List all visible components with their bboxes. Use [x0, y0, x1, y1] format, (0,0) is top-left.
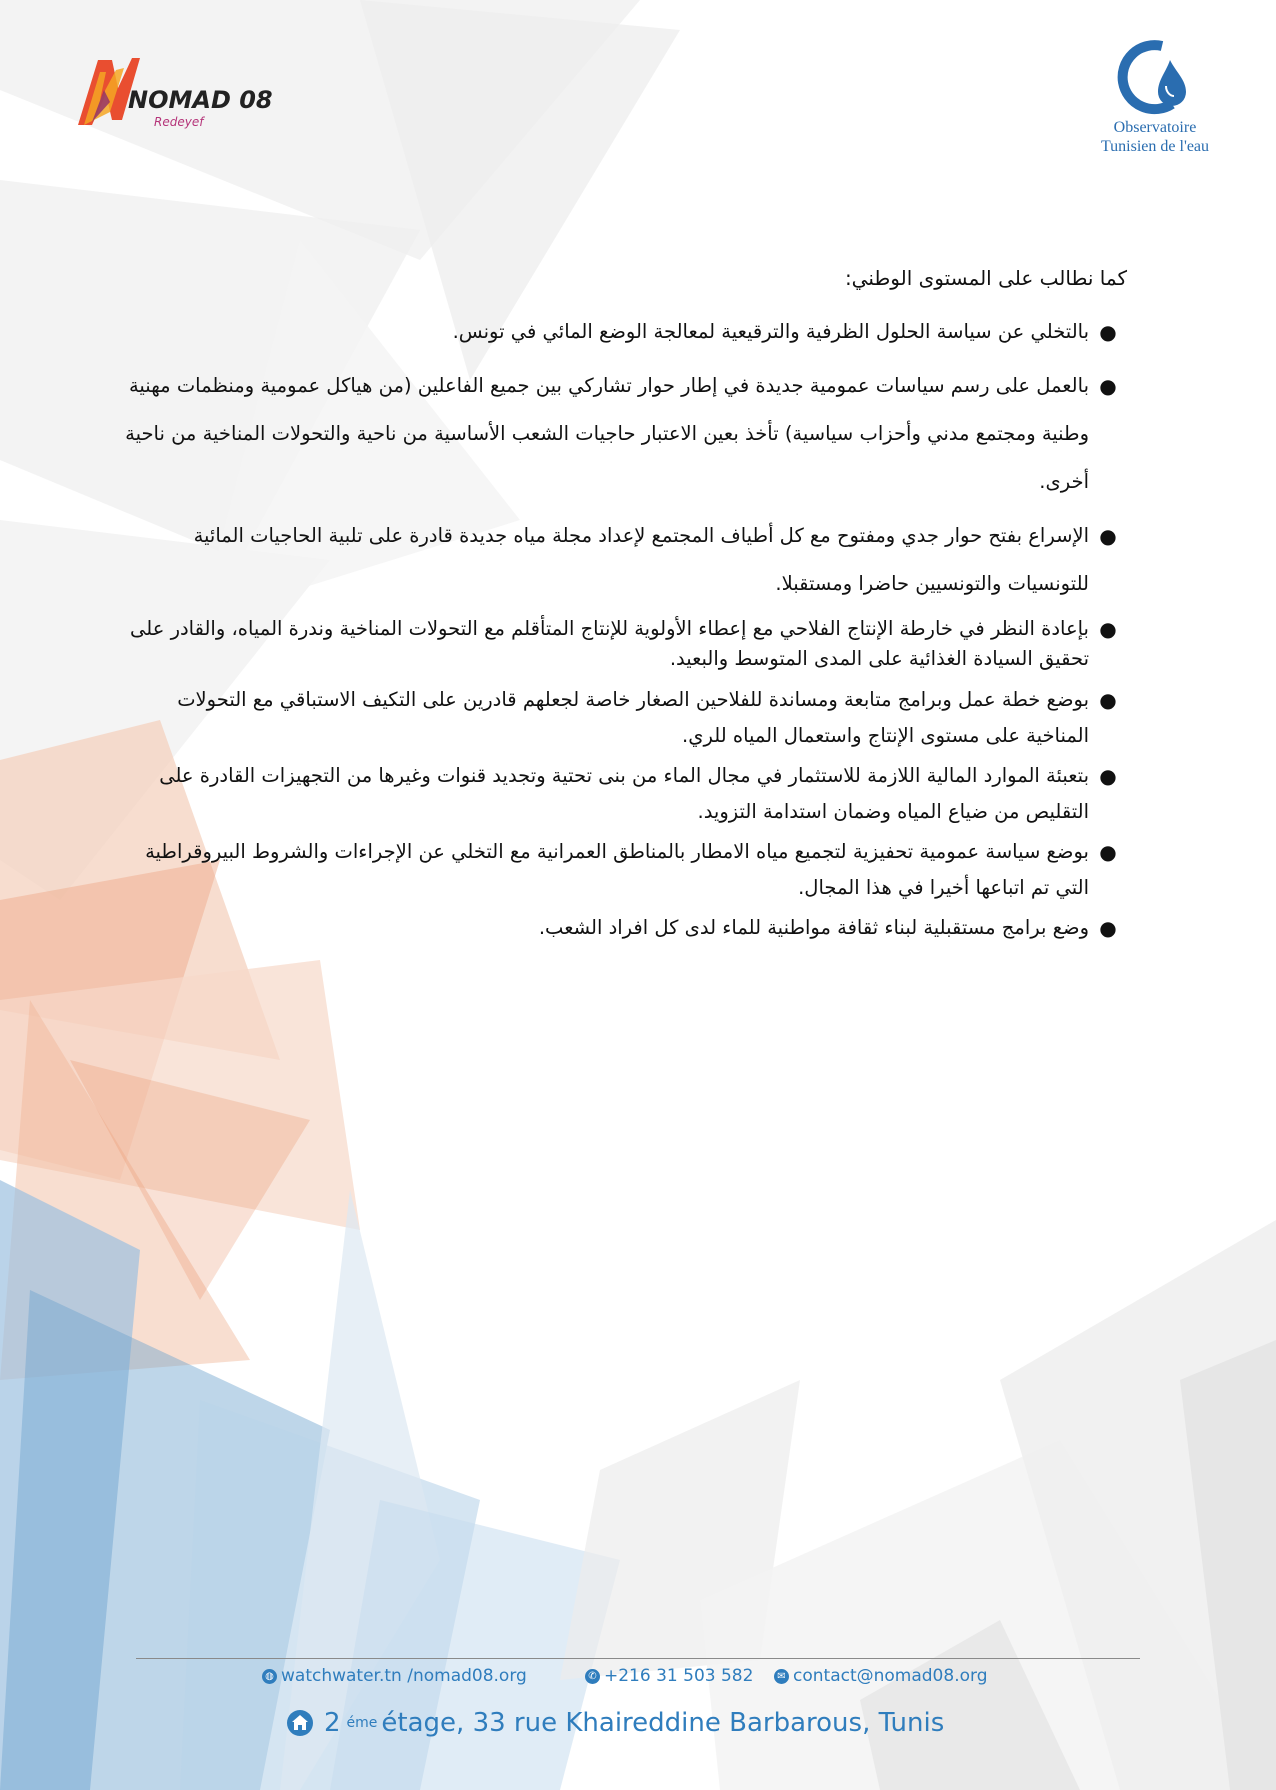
footer-phone-text[interactable]: +216 31 503 582 [604, 1666, 754, 1686]
list-item-text: بإعادة النظر في خارطة الإنتاج الفلاحي مع إعطاء الأولوية للإنتاج المتأقلم مع التحولات المناخية وندرة المياه، والقادر على تحقيق السيادة الغذائية على المدى المتوسط والبعيد. [130, 617, 1089, 670]
nomad08-logo-sub: Redeyef [154, 115, 204, 129]
list-item-text: بالعمل على رسم سياسات عمومية جديدة في إطار حوار تشاركي بين جميع الفاعلين (من هياكل عمومية ومنظمات مهنية وطنية ومجتمع مدني وأحزاب سياسية) تأخذ بعين الاعتبار حاجيات الشعب الأساسية من ناحية والتحولات المناخية من ناحية أخرى. [125, 374, 1089, 493]
address-text: étage, 33 rue Khaireddine Barbarous, Tunis [381, 1708, 945, 1738]
bullet-icon: ● [1099, 320, 1117, 344]
list-item [120, 308, 1127, 356]
footer-phone[interactable] [585, 1666, 753, 1686]
email-icon: ✉ [774, 1669, 789, 1684]
bullet-icon: ● [1099, 524, 1117, 548]
footer-email-text[interactable]: contact@nomad08.org [793, 1666, 988, 1686]
bullet-icon: ● [1099, 916, 1117, 940]
main-content [120, 258, 1127, 950]
list-item [120, 682, 1127, 754]
list-item-text: بتعبئة الموارد المالية اللازمة للاستثمار في مجال الماء من بنى تحتية وتجديد قنوات وغيرها من التجهيزات القادرة على التقليص من ضياع المياه وضمان استدامة التزويد. [159, 764, 1089, 823]
list-item [120, 910, 1127, 946]
list-item [120, 834, 1127, 906]
footer-website[interactable] [262, 1666, 527, 1686]
list-item [120, 512, 1127, 608]
observatoire-line2: Tunisien de l'eau [1100, 138, 1210, 155]
intro-heading: كما نطالب على المستوى الوطني: [844, 266, 1127, 290]
water-drop-icon [1110, 38, 1200, 116]
list-item [120, 758, 1127, 830]
bullet-icon: ● [1099, 617, 1117, 641]
list-item [120, 362, 1127, 506]
list-item [120, 614, 1127, 674]
footer-address [286, 1708, 944, 1738]
bullet-icon: ● [1099, 840, 1117, 864]
bullet-icon: ● [1099, 764, 1117, 788]
nomad08-logo [70, 50, 273, 140]
nomad08-logo-mark [70, 50, 273, 140]
address-ordinal: éme [346, 1715, 378, 1731]
footer-email[interactable] [774, 1666, 987, 1686]
list-item-text: بوضع خطة عمل وبرامج متابعة ومساندة للفلاحين الصغار خاصة لجعلهم قادرين على التكيف الاستباقي مع التحولات المناخية على مستوى الإنتاج واستعمال المياه للري. [177, 688, 1089, 747]
list-item-text: بالتخلي عن سياسة الحلول الظرفية والترقيعية لمعالجة الوضع المائي في تونس. [452, 320, 1089, 343]
footer-divider [136, 1658, 1140, 1659]
list-item-text: وضع برامج مستقبلية لبناء ثقافة مواطنية للماء لدى كل افراد الشعب. [538, 916, 1089, 939]
demands-list [120, 308, 1127, 946]
globe-icon: ◍ [262, 1669, 277, 1684]
nomad08-logo-name: NOMAD 08 [128, 86, 273, 114]
phone-icon: ✆ [585, 1669, 600, 1684]
home-icon [286, 1709, 314, 1737]
list-item-text: الإسراع بفتح حوار جدي ومفتوح مع كل أطياف المجتمع لإعداد مجلة مياه جديدة قادرة على تلبية الحاجيات المائية للتونسيات والتونسيين حاضرا ومستقبلا. [193, 524, 1089, 595]
list-item-text: بوضع سياسة عمومية تحفيزية لتجميع مياه الامطار بالمناطق العمرانية مع التخلي عن الإجراءات والشروط البيروقراطية التي تم اتباعها أخيرا في هذا المجال. [145, 840, 1089, 899]
bullet-icon: ● [1099, 688, 1117, 712]
footer-website-text[interactable]: watchwater.tn /nomad08.org [281, 1666, 527, 1686]
address-number: 2 [324, 1708, 341, 1738]
bullet-icon: ● [1099, 374, 1117, 398]
observatoire-logo [1070, 38, 1240, 158]
observatoire-line1: Observatoire [1113, 119, 1197, 136]
